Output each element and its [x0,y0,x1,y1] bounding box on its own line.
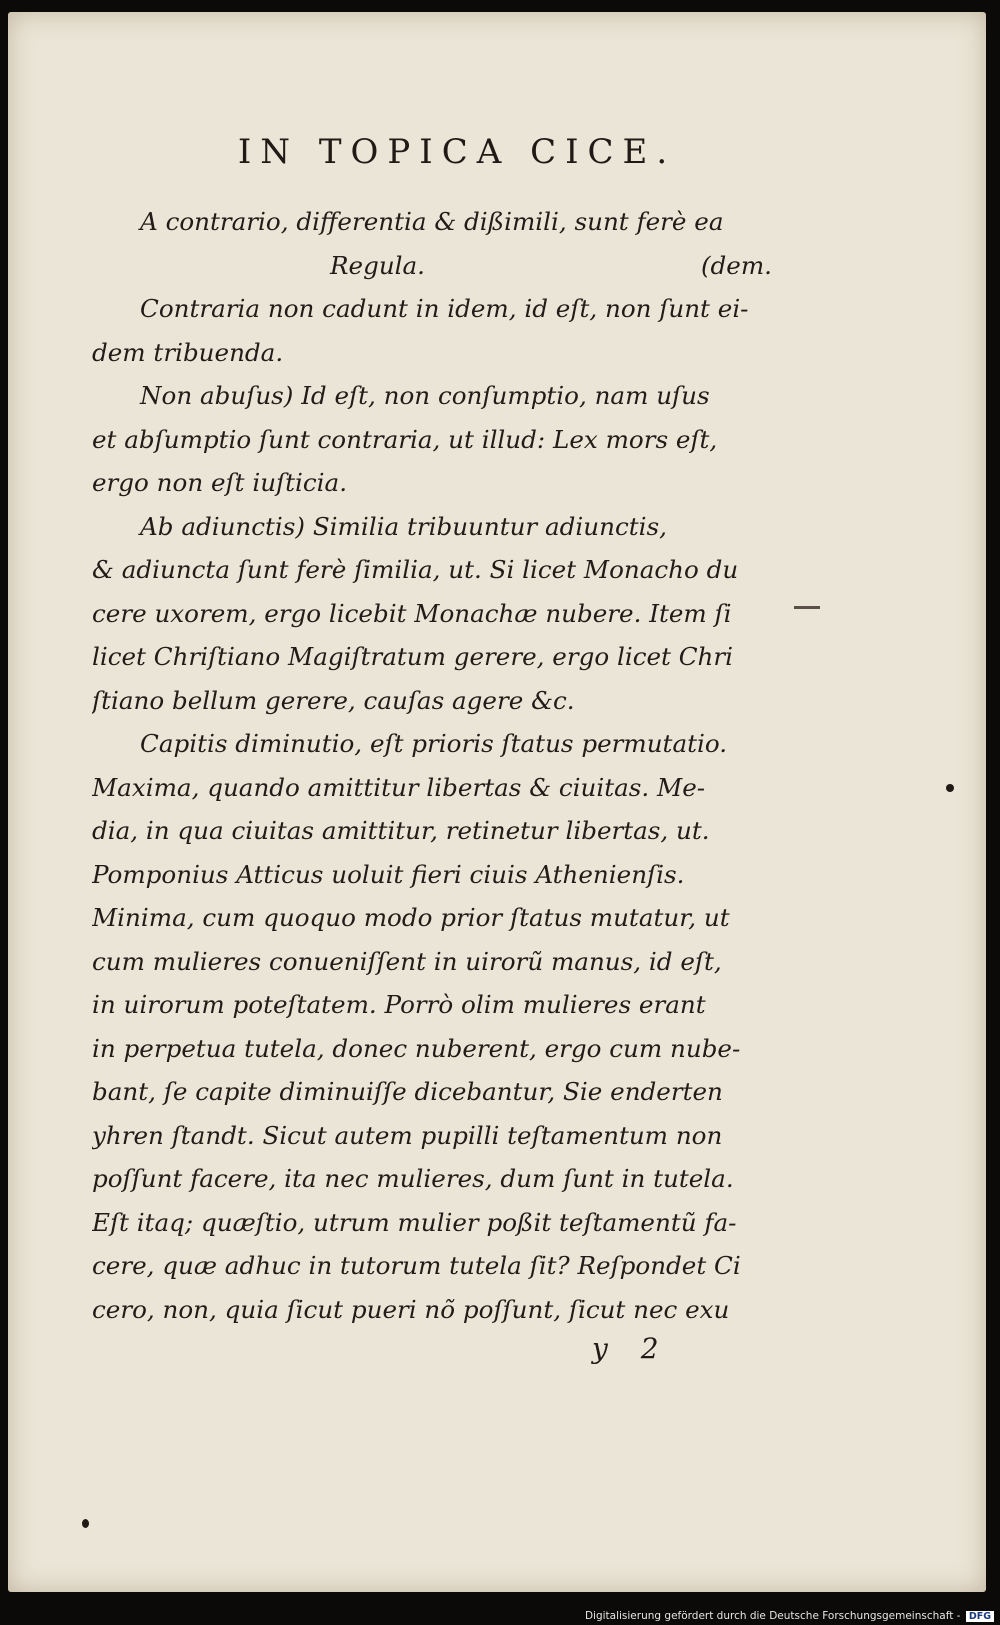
text-line: dem tribuenda. [92,337,284,367]
footer-text: Digitalisierung gefördert durch die Deutsche Forschungsgemeinschaft - [584,1610,961,1622]
margin-dot-mark [946,784,954,792]
text-line: Pomponius Atticus uoluit fieri ciuis Athenienſis. [92,859,685,889]
text-line: Maxima, quando amittitur libertas & ciuitas. Me- [92,772,706,802]
text-line: dia, in qua ciuitas amittitur, retinetur libertas, ut. [92,816,710,845]
text-line: cum mulieres conueniſſent in uirorũ manus, id eſt, [92,946,722,976]
text-line: licet Chriſtiano Magiſtratum gerere, ergo licet Chri [92,642,734,671]
signature-mark: y 2 [592,1332,671,1365]
text-line: & adiuncta ſunt ferè ſimilia, ut. Si licet Monacho du [92,555,739,584]
text-line: ergo non eſt iuſticia. [92,468,348,497]
text-line: Capitis diminutio, eſt prioris ſtatus permutatio. [140,729,728,758]
text-line [92,244,772,288]
text-line: Non abuſus) Id eſt, non conſumptio, nam uſus [140,381,710,410]
text-line: Contraria non cadunt in idem, id eſt, non ſunt ei- [140,294,749,323]
book-page [8,12,986,1592]
text-line: et abſumptio ſunt contraria, ut illud: Lex mors eſt, [92,424,718,454]
regula-heading: Regula. [330,250,426,280]
digitization-footer [585,1610,994,1622]
text-line: poſſunt facere, ita nec mulieres, dum ſunt in tutela. [92,1164,734,1193]
text-line: in perpetua tutela, donec nuberent, ergo cum nube- [92,1033,741,1063]
text-line: in uirorum poteſtatem. Porrò olim mulieres erant [92,990,706,1019]
text-line: A contrario, differentia & dißimili, sunt ferè ea [140,207,724,236]
text-line: Ab adiunctis) Similia tribuuntur adiunctis, [140,511,667,541]
text-line: cere uxorem, ergo licebit Monachæ nubere. Item ſi [92,598,732,628]
margin-dash-mark [794,606,820,609]
text-line: cero, non, quia ſicut pueri nõ poſſunt, ſicut nec exu [92,1294,730,1324]
text-line: cere, quæ adhuc in tutorum tutela ſit? Reſpondet Ci [92,1251,741,1280]
running-head: IN TOPICA CICE. [237,132,677,172]
text-line: Minima, cum quoquo modo prior ſtatus mutatur, ut [92,903,730,932]
ink-spot [82,1519,89,1528]
text-line: ſtiano bellum gerere, cauſas agere &c. [92,685,575,715]
text-line: bant, ſe capite diminuiſſe dicebantur, Sie enderten [92,1077,723,1106]
catchword-continuation: (dem. [700,250,772,280]
text-line: Eſt itaq; quæſtio, utrum mulier poßit teſtamentũ fa- [92,1207,737,1237]
body-text [92,200,772,1331]
text-line: yhren ſtandt. Sicut autem pupilli teſtamentum non [92,1120,723,1150]
dfg-logo: DFG [966,1611,994,1622]
